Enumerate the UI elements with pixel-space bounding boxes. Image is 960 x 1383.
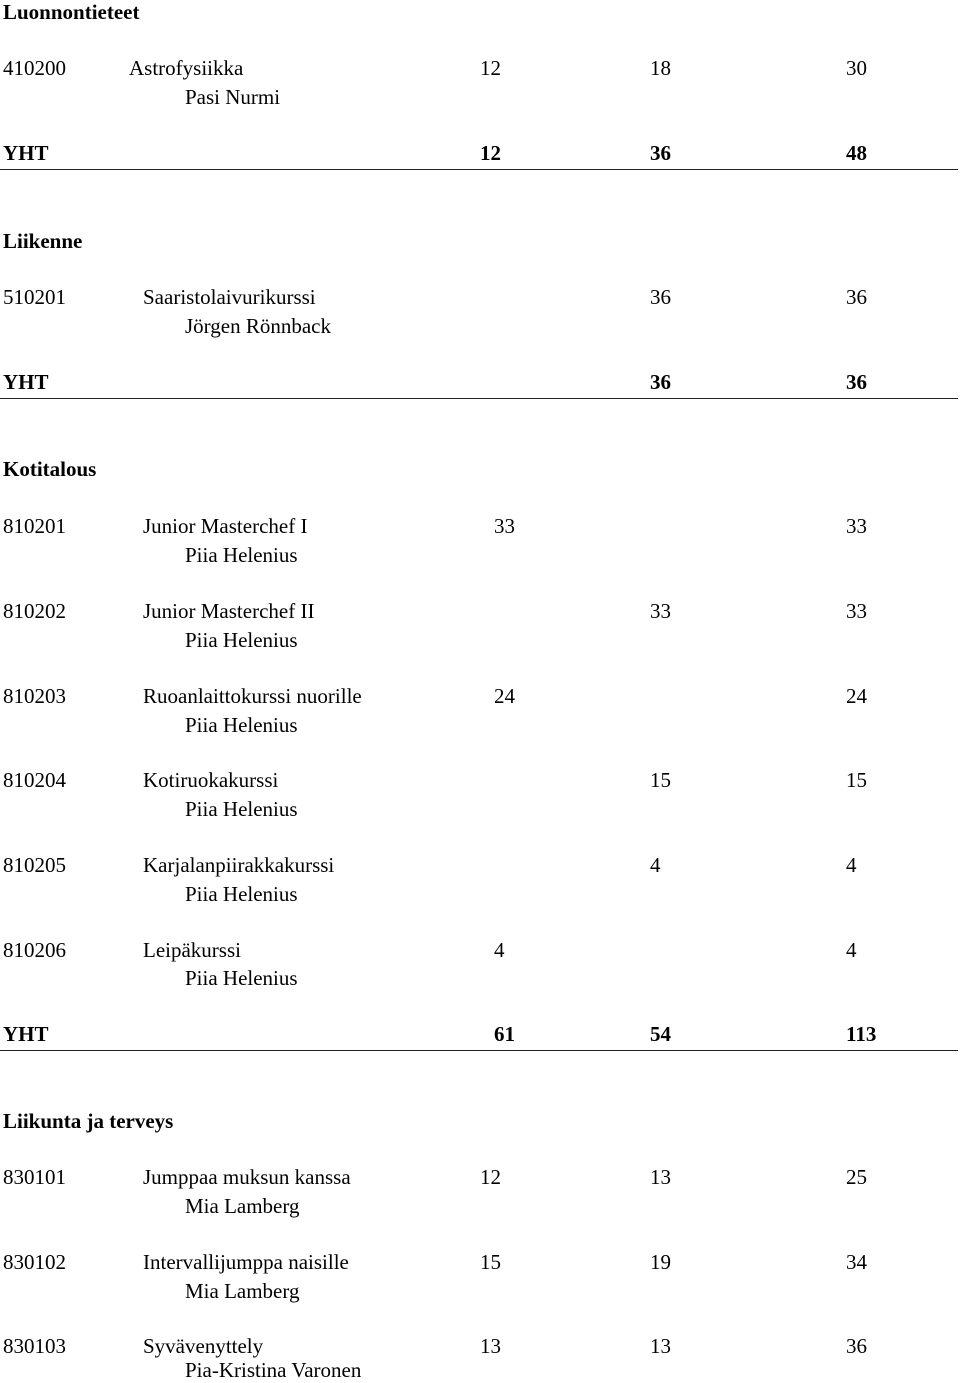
- course-name: Kotiruokakurssi: [143, 768, 279, 792]
- totals-divider: [0, 1050, 958, 1051]
- course-teacher: Piia Helenius: [185, 882, 298, 906]
- course-name: Ruoanlaittokurssi nuorille: [143, 684, 362, 708]
- hours-a: 4: [494, 938, 505, 962]
- hours-b: 18: [650, 56, 671, 80]
- hours-total: 33: [846, 514, 867, 538]
- hours-b: 36: [650, 285, 671, 309]
- totals-b: 54: [650, 1022, 671, 1046]
- hours-a: 13: [480, 1334, 501, 1358]
- totals-label: YHT: [3, 141, 49, 165]
- course-code: 810205: [3, 853, 66, 877]
- course-teacher: Jörgen Rönnback: [185, 314, 332, 338]
- section-title: Luonnontieteet: [3, 0, 140, 24]
- section-title: Liikenne: [3, 229, 83, 253]
- hours-b: 13: [650, 1165, 671, 1189]
- course-teacher: Mia Lamberg: [185, 1194, 300, 1218]
- course-teacher: Piia Helenius: [185, 713, 298, 737]
- totals-total: 36: [846, 370, 867, 394]
- totals-total: 113: [846, 1022, 877, 1046]
- hours-b: 13: [650, 1334, 671, 1358]
- totals-a: 61: [494, 1022, 515, 1046]
- totals-a: 12: [480, 141, 501, 165]
- hours-total: 33: [846, 599, 867, 623]
- hours-b: 19: [650, 1250, 671, 1274]
- course-teacher: Piia Helenius: [185, 966, 298, 990]
- course-name: Astrofysiikka: [129, 56, 244, 80]
- hours-total: 4: [846, 853, 857, 877]
- course-teacher: Pia-Kristina Varonen: [185, 1358, 362, 1382]
- course-teacher: Pasi Nurmi: [185, 85, 281, 109]
- course-code: 830103: [3, 1334, 66, 1358]
- course-code: 810204: [3, 768, 66, 792]
- hours-b: 15: [650, 768, 671, 792]
- course-name: Jumppaa muksun kanssa: [143, 1165, 351, 1189]
- course-name: Syvävenyttely: [143, 1334, 264, 1358]
- hours-total: 4: [846, 938, 857, 962]
- totals-b: 36: [650, 370, 671, 394]
- course-name: Junior Masterchef II: [143, 599, 315, 623]
- course-name: Intervallijumppa naisille: [143, 1250, 349, 1274]
- hours-a: 15: [480, 1250, 501, 1274]
- totals-label: YHT: [3, 1022, 49, 1046]
- hours-a: 12: [480, 1165, 501, 1189]
- course-code: 810202: [3, 599, 66, 623]
- hours-a: 12: [480, 56, 501, 80]
- course-code: 810203: [3, 684, 66, 708]
- hours-b: 33: [650, 599, 671, 623]
- section-title: Kotitalous: [3, 457, 97, 481]
- course-code: 830102: [3, 1250, 66, 1274]
- hours-a: 24: [494, 684, 515, 708]
- hours-total: 24: [846, 684, 867, 708]
- totals-b: 36: [650, 141, 671, 165]
- course-code: 810206: [3, 938, 66, 962]
- hours-total: 36: [846, 285, 867, 309]
- totals-label: YHT: [3, 370, 49, 394]
- course-teacher: Mia Lamberg: [185, 1279, 300, 1303]
- totals-total: 48: [846, 141, 867, 165]
- course-code: 810201: [3, 514, 66, 538]
- course-code: 830101: [3, 1165, 66, 1189]
- course-teacher: Piia Helenius: [185, 543, 298, 567]
- course-teacher: Piia Helenius: [185, 628, 298, 652]
- hours-b: 4: [650, 853, 661, 877]
- course-name: Leipäkurssi: [143, 938, 241, 962]
- course-name: Junior Masterchef I: [143, 514, 308, 538]
- hours-total: 15: [846, 768, 867, 792]
- course-name: Saaristolaivurikurssi: [143, 285, 316, 309]
- hours-a: 33: [494, 514, 515, 538]
- hours-total: 30: [846, 56, 867, 80]
- hours-total: 36: [846, 1334, 867, 1358]
- totals-divider: [0, 169, 958, 170]
- course-teacher: Piia Helenius: [185, 797, 298, 821]
- course-code: 510201: [3, 285, 66, 309]
- section-title: Liikunta ja terveys: [3, 1109, 174, 1133]
- hours-total: 25: [846, 1165, 867, 1189]
- course-code: 410200: [3, 56, 66, 80]
- hours-total: 34: [846, 1250, 867, 1274]
- course-name: Karjalanpiirakkakurssi: [143, 853, 335, 877]
- totals-divider: [0, 398, 958, 399]
